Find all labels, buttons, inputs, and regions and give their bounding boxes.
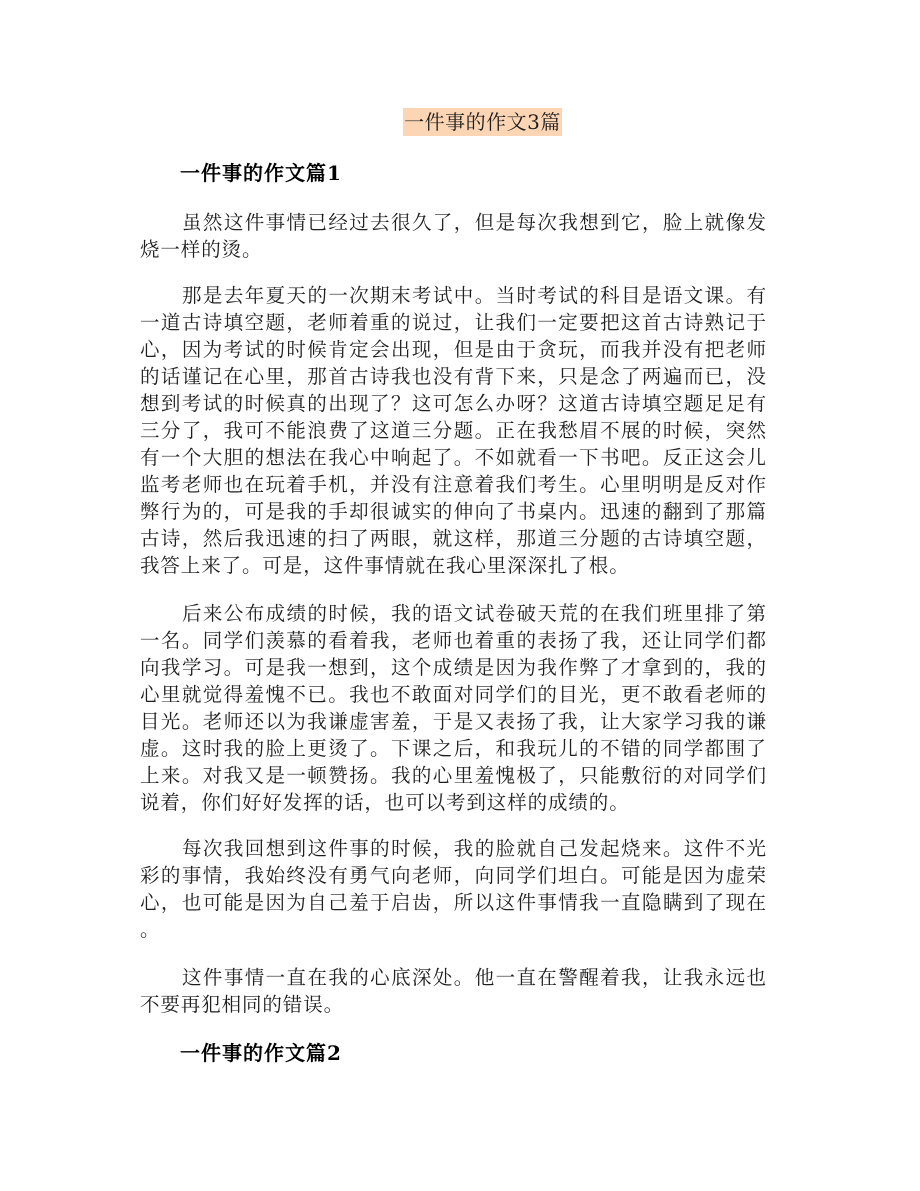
text-line: 说着，你们好好发挥的话，也可以考到这样的成绩的。 <box>140 791 630 814</box>
text-line: 弊行为的，可是我的手却很诚实的伸向了书桌内。迅速的翻到了那篇 <box>140 500 766 523</box>
text-line: 上来。对我又是一顿赞扬。我的心里羞愧极了，只能敷衍的对同学们 <box>140 764 766 787</box>
paragraph <box>140 964 766 1018</box>
text-line: 的话谨记在心里，那首古诗我也没有背下来，只是念了两遍而已，没 <box>140 365 766 388</box>
text-line: 。 <box>140 918 161 941</box>
text-line: 心里就觉得羞愧不已。我也不敢面对同学们的目光，更不敢看老师的 <box>140 683 766 706</box>
text-line: 向我学习。可是我一想到，这个成绩是因为我作弊了才拿到的，我的 <box>140 656 766 679</box>
section-heading-2: 一件事的作文篇2 <box>180 1041 342 1065</box>
text-line: 古诗，然后我迅速的扫了两眼，就这样，那道三分题的古诗填空题， <box>140 527 766 550</box>
document-title: 一件事的作文3篇 <box>404 110 561 134</box>
text-line: 想到考试的时候真的出现了？这可怎么办呀？这道古诗填空题足足有 <box>140 392 766 415</box>
text-line: 三分了，我可不能浪费了这道三分题。正在我愁眉不展的时候，突然 <box>140 419 766 442</box>
text-line: 那是去年夏天的一次期末考试中。当时考试的科目是语文课。有 <box>182 284 766 307</box>
text-line: 我答上来了。可是，这件事情就在我心里深深扎了根。 <box>140 554 630 577</box>
paragraph <box>140 209 766 263</box>
text-line: 一道古诗填空题，老师着重的说过，让我们一定要把这首古诗熟记于 <box>140 311 766 334</box>
paragraph <box>140 835 766 943</box>
paragraph <box>140 282 766 579</box>
text-line: 有一个大胆的想法在我心中响起了。不如就看一下书吧。反正这会儿 <box>140 446 766 469</box>
text-line: 监考老师也在玩着手机，并没有注意着我们考生。心里明明是反对作 <box>140 473 766 496</box>
text-line: 虚。这时我的脸上更烫了。下课之后，和我玩儿的不错的同学都围了 <box>140 737 766 760</box>
text-line: 彩的事情，我始终没有勇气向老师，向同学们坦白。可能是因为虚荣 <box>140 864 766 887</box>
text-line: 烧一样的烫。 <box>140 238 263 261</box>
text-line: 心，也可能是因为自己羞于启齿，所以这件事情我一直隐瞒到了现在 <box>140 891 766 914</box>
text-line: 虽然这件事情已经过去很久了，但是每次我想到它，脸上就像发 <box>182 211 766 234</box>
text-line: 这件事情一直在我的心底深处。他一直在警醒着我，让我永远也 <box>182 966 766 989</box>
text-line: 目光。老师还以为我谦虚害羞，于是又表扬了我，让大家学习我的谦 <box>140 710 766 733</box>
text-line: 一名。同学们羡慕的看着我，老师也着重的表扬了我，还让同学们都 <box>140 629 766 652</box>
paragraph <box>140 600 766 816</box>
text-line: 不要再犯相同的错误。 <box>140 993 345 1016</box>
text-line: 每次我回想到这件事的时候，我的脸就自己发起烧来。这件不光 <box>182 837 766 860</box>
text-line: 心，因为考试的时候肯定会出现，但是由于贪玩，而我并没有把老师 <box>140 338 766 361</box>
section-heading-1: 一件事的作文篇1 <box>180 161 342 185</box>
text-line: 后来公布成绩的时候，我的语文试卷破天荒的在我们班里排了第 <box>182 602 766 625</box>
